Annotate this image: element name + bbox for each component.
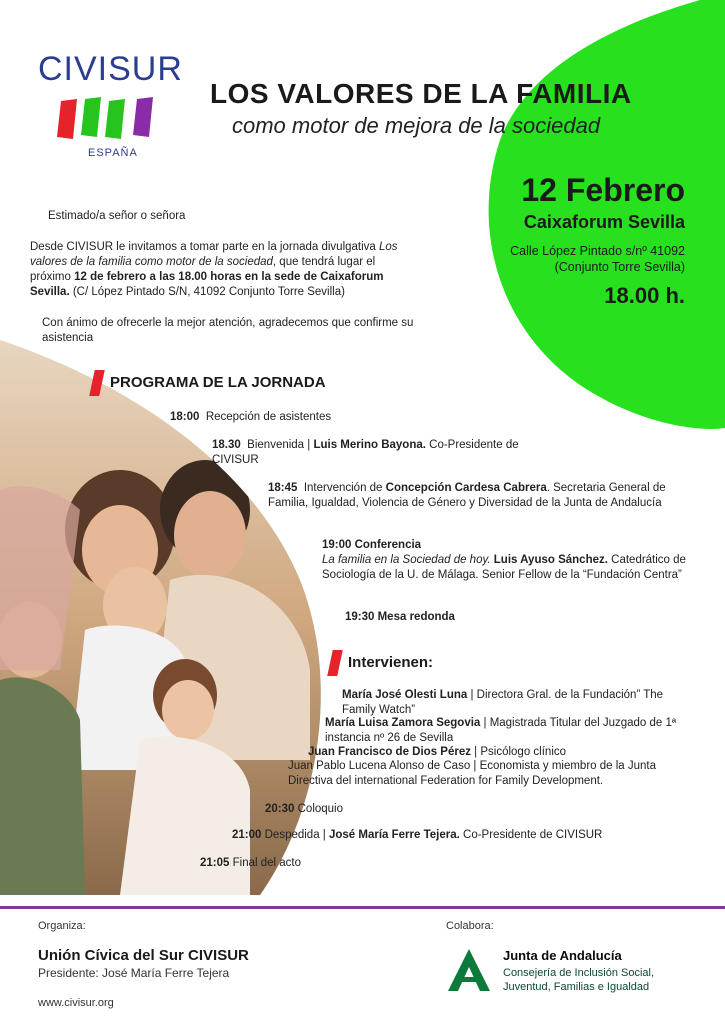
event-address: Calle López Pintado s/nº 41092 (Conjunto Torre Sevilla) xyxy=(510,244,685,274)
red-stroke-icon xyxy=(89,370,105,396)
program-item: 19:30 Mesa redonda xyxy=(345,611,455,623)
program-item: 18.30 Bienvenida | Luis Merino Bayona. Co-Presidente de CIVISUR xyxy=(212,439,519,466)
program-item: 21:05 Final del acto xyxy=(200,857,302,869)
colabora-label: Colabora: xyxy=(446,920,494,932)
page-title: LOS VALORES DE LA FAMILIA xyxy=(210,78,632,109)
event-date: 12 Febrero xyxy=(521,172,685,208)
website-link[interactable]: www.civisur.org xyxy=(38,997,114,1009)
speaker-item: Juan Pablo Lucena Alonso de Caso | Economista y miembro de la Junta Directiva del international Federation for Family Development. xyxy=(288,760,657,787)
program-item: 21:00 Despedida | José María Ferre Tejera. Co-Presidente de CIVISUR xyxy=(232,829,603,841)
logo-brushstrokes xyxy=(55,93,165,143)
organizer-president: Presidente: José María Ferre Tejera xyxy=(38,966,230,980)
program-item: 18:00 Recepción de asistentes xyxy=(170,411,332,423)
greeting: Estimado/a señor o señora xyxy=(48,210,186,222)
junta-logo-icon xyxy=(446,947,492,993)
logo-country: ESPAÑA xyxy=(88,147,138,159)
organiza-label: Organiza: xyxy=(38,920,86,932)
confirm-paragraph: Con ánimo de ofrecerle la mejor atención, agradecemos que confirme su asistencia xyxy=(42,317,414,344)
event-time: 18.00 h. xyxy=(604,283,685,308)
junta-name: Junta de Andalucía xyxy=(503,948,622,963)
page-subtitle: como motor de mejora de la sociedad xyxy=(232,113,601,138)
footer-divider xyxy=(0,906,725,909)
speaker-item: María Luisa Zamora Segovia | Magistrada Titular del Juzgado de 1ª instancia nº 26 de Sevilla xyxy=(325,717,677,744)
junta-department: Consejería de Inclusión Social, Juventud, Familias e Igualdad xyxy=(503,967,655,993)
organizer-name: Unión Cívica del Sur CIVISUR xyxy=(38,947,249,964)
program-item: 18:45 Intervención de Concepción Cardesa Cabrera. Secretaria General de Familia, Igualdad, Violencia de Género y Diversidad de la Junta de Andalucía xyxy=(268,482,666,509)
red-stroke-icon xyxy=(327,650,343,676)
event-venue: Caixaforum Sevilla xyxy=(523,212,685,232)
program-item: 19:00 Conferencia La familia en la Sociedad de hoy. Luis Ayuso Sánchez. Catedrático de Sociología de la U. de Málaga. Senior Fellow de la “Fundación Centra” xyxy=(322,539,686,581)
logo-wordmark: CIVISUR xyxy=(38,50,183,88)
speakers-title: Intervienen: xyxy=(330,650,433,676)
speaker-item: María José Olesti Luna | Directora Gral. de la Fundación” The Family Watch” xyxy=(342,689,664,716)
program-item: 20:30 Coloquio xyxy=(265,803,344,815)
invitation-paragraph: Desde CIVISUR le invitamos a tomar parte en la jornada divulgativa Los valores de la familia como motor de la sociedad, que tendrá lugar el próximo 12 de febrero a las 18.00 horas en la sede de Caixaforum Sevilla. (C/ López Pintado S/N, 41092 Conjunto Torre Sevilla) xyxy=(30,241,398,298)
program-title: PROGRAMA DE LA JORNADA xyxy=(92,370,326,396)
speaker-item: Juan Francisco de Dios Pérez | Psicólogo clínico xyxy=(308,746,567,758)
